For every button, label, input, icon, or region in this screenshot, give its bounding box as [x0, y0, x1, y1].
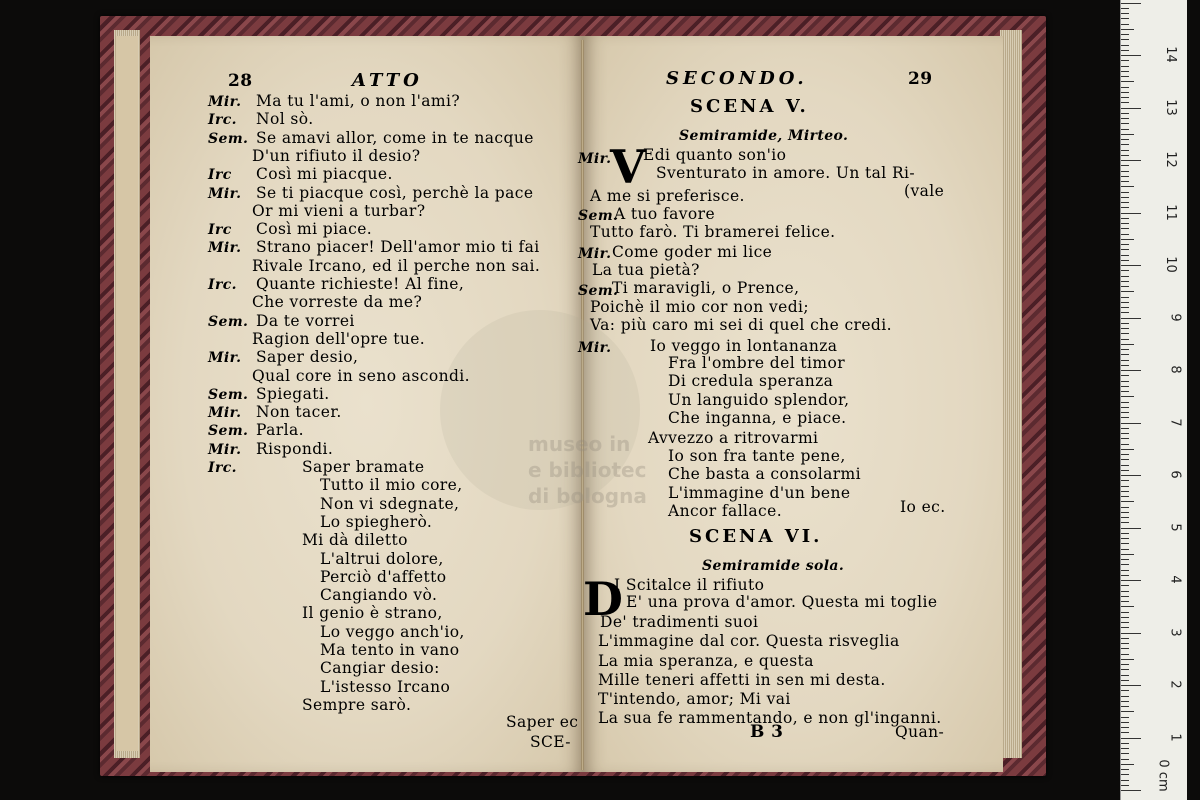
ruler-number: 14	[1163, 46, 1179, 63]
speaker-label: Sem.	[208, 423, 249, 440]
ruler-tick	[1121, 417, 1129, 418]
ruler-number: 9	[1167, 312, 1183, 322]
ruler-tick	[1121, 102, 1129, 103]
ruler-tick	[1121, 659, 1134, 660]
ruler-tick	[1121, 564, 1129, 565]
ruler-tick	[1121, 391, 1129, 392]
verse-line: Strano piacer! Dell'amor mio ti fai	[256, 238, 540, 257]
verse-line: Parla.	[256, 421, 304, 440]
speaker-label: Mir.	[208, 405, 242, 422]
verse-line: E' una prova d'amor. Questa mi toglie	[626, 593, 938, 611]
ruler-tick	[1121, 491, 1129, 492]
ruler-tick	[1121, 512, 1129, 513]
left-running-head: ATTO	[352, 70, 423, 91]
verse-line: Di credula speranza	[668, 372, 834, 390]
ruler-tick	[1121, 297, 1129, 298]
right-catchword: Quan-	[895, 723, 945, 741]
ruler-tick	[1121, 480, 1129, 481]
ruler-tick	[1121, 381, 1129, 382]
ruler-tick	[1121, 753, 1129, 754]
ruler-tick	[1121, 664, 1129, 665]
ruler-tick	[1121, 711, 1134, 712]
speaker-label: Mir.	[208, 94, 242, 110]
ruler-tick	[1121, 228, 1129, 229]
ruler-tick	[1121, 591, 1129, 592]
ruler-number: 0 cm	[1155, 759, 1171, 792]
ruler-tick	[1121, 66, 1129, 67]
ruler-tick	[1121, 764, 1134, 765]
speaker-label: Irc	[208, 167, 232, 184]
ruler-tick	[1121, 349, 1129, 350]
ruler-tick	[1121, 606, 1134, 607]
ruler-tick	[1121, 675, 1129, 676]
ruler-tick	[1121, 517, 1129, 518]
ruler-tick	[1121, 97, 1129, 98]
gutter-sheet	[116, 36, 138, 751]
ruler-tick	[1121, 643, 1129, 644]
verse-line: Io son fra tante pene,	[668, 447, 846, 465]
ruler-tick	[1121, 24, 1129, 25]
verse-line: Ma tento in vano	[320, 641, 460, 659]
ruler-tick	[1121, 722, 1129, 723]
ruler-tick	[1121, 150, 1129, 151]
ruler-number: 3	[1167, 627, 1183, 637]
speaker-label: Mir.	[208, 240, 242, 257]
ruler-tick	[1121, 113, 1129, 114]
verse-line: Fra l'ombre del timor	[668, 354, 846, 372]
ruler-tick	[1121, 528, 1141, 529]
ruler-tick	[1121, 249, 1129, 250]
ruler-tick	[1121, 186, 1134, 187]
verse-line: Se ti piacque così, perchè la pace	[256, 183, 534, 202]
ruler-tick	[1121, 323, 1129, 324]
ruler-tick	[1121, 202, 1129, 203]
ruler-number: 13	[1163, 98, 1179, 116]
ruler-tick	[1121, 144, 1129, 145]
ruler-tick	[1121, 475, 1141, 476]
verse-line: Spiegati.	[256, 384, 330, 403]
left-cue: Saper ec	[506, 713, 579, 731]
scene-vi-title: SCENA VI.	[689, 526, 823, 547]
ruler-tick	[1121, 223, 1129, 224]
verse-line: De' tradimenti suoi	[600, 613, 759, 631]
verse-line: Tutto farò. Ti bramerei felice.	[590, 223, 836, 241]
ruler-tick	[1121, 8, 1129, 9]
ruler-tick	[1121, 633, 1141, 634]
ruler-tick	[1121, 507, 1129, 508]
verse-line: I Scitalce il rifiuto	[614, 576, 765, 594]
verse-line: Nol sò.	[256, 110, 314, 129]
ruler-tick	[1121, 302, 1129, 303]
verse-line: Saper desio,	[256, 348, 359, 367]
ruler-tick	[1121, 134, 1134, 135]
verse-line: Sempre sarò.	[302, 695, 412, 714]
ruler-tick	[1121, 412, 1129, 413]
speaker-label: Mir.	[578, 246, 612, 262]
ruler-tick	[1121, 181, 1129, 182]
drop-cap-v: V	[610, 140, 646, 194]
ruler-tick	[1121, 612, 1129, 613]
ruler-tick	[1121, 39, 1129, 40]
verse-line: Mi dà diletto	[302, 531, 408, 550]
ruler-tick	[1121, 328, 1129, 329]
verse-line: Tutto il mio core,	[320, 476, 463, 495]
ruler-tick	[1121, 339, 1129, 340]
drop-cap-d: D	[583, 572, 623, 626]
speaker-label: Sem.	[208, 313, 249, 330]
ruler-number: 2	[1167, 680, 1183, 689]
speaker-label: Sem.	[578, 283, 619, 299]
ruler-tick	[1121, 276, 1129, 277]
ruler-tick	[1121, 213, 1141, 214]
ruler-number: 8	[1167, 365, 1183, 374]
ruler-tick	[1121, 407, 1129, 408]
ruler-tick	[1121, 118, 1129, 119]
ruler-tick	[1121, 465, 1129, 466]
ruler-tick	[1121, 732, 1129, 733]
ruler-tick	[1121, 433, 1129, 434]
watermark-line: museo in	[528, 432, 631, 456]
ruler-tick	[1121, 207, 1129, 208]
verse-line: Un languido splendor,	[668, 391, 850, 409]
ruler-tick	[1121, 45, 1129, 46]
ruler-number: 10	[1163, 256, 1179, 273]
scene-v-characters: Semiramide, Mirteo.	[679, 128, 849, 144]
ruler-tick	[1121, 454, 1129, 455]
ruler-tick	[1121, 402, 1129, 403]
ruler-tick	[1121, 13, 1129, 14]
scene-v-title: SCENA V.	[690, 96, 809, 117]
ruler-tick	[1121, 270, 1129, 271]
ruler-tick	[1121, 428, 1129, 429]
ruler-number: 7	[1167, 417, 1183, 427]
ruler-tick	[1121, 470, 1129, 471]
speaker-label: Irc.	[208, 277, 237, 293]
ruler-tick	[1121, 29, 1134, 30]
ruler-tick	[1121, 365, 1129, 366]
verse-line: (vale	[904, 182, 945, 200]
verse-line: Rivale Ircano, ed il perche non sai.	[252, 256, 541, 275]
verse-line: L'immagine dal cor. Questa risveglia	[598, 632, 900, 650]
ruler-tick	[1121, 260, 1129, 261]
speaker-label: Mir.	[208, 350, 242, 367]
verse-line: Lo veggo anch'io,	[320, 622, 465, 641]
watermark-line: e bibliotec	[528, 458, 647, 482]
ruler-tick	[1121, 197, 1129, 198]
ruler-tick	[1121, 654, 1129, 655]
ruler-tick	[1121, 50, 1129, 51]
ruler-tick	[1121, 108, 1141, 109]
ruler-number: 1	[1167, 732, 1183, 742]
ruler-tick	[1121, 449, 1134, 450]
verse-line: T'intendo, amor; Mi vai	[598, 690, 791, 708]
ruler-tick	[1121, 543, 1129, 544]
verse-line: Ti maravigli, o Prence,	[612, 279, 800, 297]
ruler-tick	[1121, 690, 1129, 691]
ruler-tick	[1121, 192, 1129, 193]
verse-line: Cangiar desio:	[320, 659, 440, 678]
verse-line: Ma tu l'ami, o non l'ami?	[256, 92, 461, 110]
ruler-tick	[1121, 139, 1129, 140]
ruler-number: 11	[1163, 203, 1179, 221]
ruler-tick	[1121, 538, 1129, 539]
ruler-tick	[1121, 680, 1129, 681]
ruler-tick	[1121, 286, 1129, 287]
verse-line: La tua pietà?	[592, 261, 700, 279]
verse-line: Così mi piacque.	[256, 165, 393, 184]
ruler-tick	[1121, 575, 1129, 576]
ruler-tick	[1121, 318, 1141, 319]
scene-vi-characters: Semiramide sola.	[702, 558, 845, 574]
ruler-tick	[1121, 685, 1141, 686]
ruler-tick	[1121, 486, 1129, 487]
ruler-tick	[1121, 239, 1134, 240]
speaker-label: Mir.	[208, 185, 242, 202]
ruler-tick	[1121, 459, 1129, 460]
ruler-tick	[1121, 92, 1129, 93]
ruler-tick	[1121, 87, 1129, 88]
verse-line: Perciò d'affetto	[320, 567, 447, 586]
ruler-tick	[1121, 617, 1129, 618]
verse-line: Che inganna, e piace.	[668, 409, 847, 427]
verse-line: Qual core in seno ascondi.	[252, 366, 470, 385]
ruler-tick	[1121, 601, 1129, 602]
speaker-label: Sem.	[208, 386, 249, 403]
ruler-tick	[1121, 160, 1141, 161]
ruler-tick	[1121, 780, 1129, 781]
ruler-tick	[1121, 627, 1129, 628]
verse-line: Or mi vieni a turbar?	[252, 201, 426, 220]
ruler-tick	[1121, 281, 1129, 282]
verse-line: Sventurato in amore. Un tal Ri-	[656, 164, 916, 182]
ruler-tick	[1121, 291, 1134, 292]
ruler-tick	[1121, 554, 1134, 555]
ruler-tick	[1121, 769, 1129, 770]
ruler-tick	[1121, 3, 1141, 4]
verse-line: L'altrui dolore,	[320, 549, 444, 568]
verse-line: Non vi sdegnate,	[320, 494, 460, 513]
ruler-tick	[1121, 496, 1129, 497]
ruler-tick	[1121, 759, 1129, 760]
measurement-ruler	[1120, 0, 1187, 800]
ruler-tick	[1121, 549, 1129, 550]
ruler-tick	[1121, 501, 1134, 502]
ruler-tick	[1121, 727, 1129, 728]
ruler-tick	[1121, 312, 1129, 313]
ruler-tick	[1121, 570, 1129, 571]
ruler-tick	[1121, 533, 1129, 534]
ruler-tick	[1121, 785, 1129, 786]
verse-line: Va: più caro mi sei di quel che credi.	[590, 316, 892, 334]
ruler-tick	[1121, 165, 1129, 166]
ruler-tick	[1121, 438, 1129, 439]
ruler-tick	[1121, 596, 1129, 597]
ruler-tick	[1121, 218, 1129, 219]
ruler-tick	[1121, 706, 1129, 707]
ruler-tick	[1121, 76, 1129, 77]
verse-line: Così mi piace.	[256, 220, 373, 239]
speaker-label: Mir.	[578, 151, 612, 167]
ruler-tick	[1121, 522, 1129, 523]
right-page-number: 29	[908, 69, 933, 89]
verse-line: Avvezzo a ritrovarmi	[648, 429, 819, 447]
ruler-tick	[1121, 669, 1129, 670]
ruler-tick	[1121, 790, 1141, 791]
verse-line: Ancor fallace.	[668, 502, 783, 520]
ruler-tick	[1121, 444, 1129, 445]
ruler-tick	[1121, 234, 1129, 235]
ruler-tick	[1121, 738, 1141, 739]
ruler-tick	[1121, 717, 1129, 718]
ruler-tick	[1121, 743, 1129, 744]
ruler-tick	[1121, 696, 1129, 697]
ruler-tick	[1121, 265, 1141, 266]
verse-line: Da te vorrei	[256, 311, 355, 330]
ruler-tick	[1121, 580, 1141, 581]
verse-line: Edi quanto son'io	[643, 146, 787, 164]
ruler-number: 4	[1167, 575, 1183, 584]
verse-line: Non tacer.	[256, 403, 342, 422]
ruler-tick	[1121, 375, 1129, 376]
ruler-tick	[1121, 360, 1129, 361]
verse-line: Ragion dell'opre tue.	[252, 329, 426, 348]
verse-line: La sua fe rammentando, e non gl'inganni.	[598, 709, 942, 727]
ruler-tick	[1121, 71, 1129, 72]
ruler-tick	[1121, 344, 1134, 345]
ruler-tick	[1121, 622, 1129, 623]
watermark-line: di bologna	[528, 484, 647, 508]
right-running-head: SECONDO.	[666, 68, 808, 89]
ruler-tick	[1121, 585, 1129, 586]
ruler-tick	[1121, 81, 1134, 82]
speaker-label: Sem.	[578, 208, 619, 224]
verse-line: Lo spiegherò.	[320, 512, 433, 531]
ruler-tick	[1121, 333, 1129, 334]
ruler-tick	[1121, 748, 1129, 749]
verse-line: Poichè il mio cor non vedi;	[590, 298, 810, 316]
verse-line: Che basta a consolarmi	[668, 465, 861, 483]
ruler-tick	[1121, 18, 1129, 19]
ruler-tick	[1121, 701, 1129, 702]
verse-line: La mia speranza, e questa	[598, 652, 814, 670]
speaker-label: Irc.	[208, 460, 237, 476]
verse-line: Rispondi.	[256, 439, 334, 458]
verse-line: Cangiando vò.	[320, 586, 438, 605]
verse-line: A me si preferisce.	[590, 187, 745, 205]
ruler-tick	[1121, 354, 1129, 355]
verse-line: D'un rifiuto il desio?	[252, 146, 421, 165]
ruler-tick	[1121, 648, 1129, 649]
verse-line: A tuo favore	[614, 205, 716, 223]
page-edges-right	[1000, 30, 1022, 758]
scene-v-cue: Io ec.	[900, 498, 946, 516]
signature-mark: B 3	[750, 722, 784, 742]
verse-line: L'istesso Ircano	[320, 677, 451, 696]
ruler-tick	[1121, 423, 1141, 424]
ruler-tick	[1121, 638, 1129, 639]
ruler-tick	[1121, 55, 1141, 56]
left-catchword: SCE-	[530, 733, 571, 751]
left-page-number: 28	[228, 71, 253, 91]
ruler-tick	[1121, 386, 1129, 387]
verse-line: Mille teneri affetti in sen mi desta.	[598, 671, 886, 689]
ruler-number: 5	[1167, 522, 1183, 532]
verse-line: Come goder mi lice	[612, 243, 773, 261]
ruler-tick	[1121, 559, 1129, 560]
ruler-tick	[1121, 774, 1129, 775]
ruler-number: 6	[1167, 470, 1183, 479]
verse-line: Il genio è strano,	[302, 604, 443, 623]
speaker-label: Mir.	[208, 441, 242, 458]
ruler-number: 12	[1163, 151, 1179, 168]
verse-line: Io veggo in lontananza	[650, 337, 838, 355]
verse-line: Saper bramate	[302, 458, 425, 476]
speaker-label: Mir.	[578, 340, 612, 356]
ruler-tick	[1121, 171, 1129, 172]
speaker-label: Irc	[208, 222, 232, 239]
ruler-tick	[1121, 396, 1134, 397]
ruler-tick	[1121, 370, 1141, 371]
ruler-tick	[1121, 255, 1129, 256]
ruler-tick	[1121, 60, 1129, 61]
verse-line: Che vorreste da me?	[252, 293, 423, 312]
verse-line: Quante richieste! Al fine,	[256, 275, 465, 293]
ruler-tick	[1121, 129, 1129, 130]
ruler-tick	[1121, 244, 1129, 245]
verse-line: Se amavi allor, come in te nacque	[256, 128, 534, 147]
speaker-label: Irc.	[208, 112, 237, 129]
ruler-tick	[1121, 155, 1129, 156]
ruler-tick	[1121, 307, 1129, 308]
verse-line: L'immagine d'un bene	[668, 484, 851, 502]
ruler-tick	[1121, 123, 1129, 124]
ruler-tick	[1121, 34, 1129, 35]
speaker-label: Sem.	[208, 130, 249, 147]
ruler-tick	[1121, 176, 1129, 177]
